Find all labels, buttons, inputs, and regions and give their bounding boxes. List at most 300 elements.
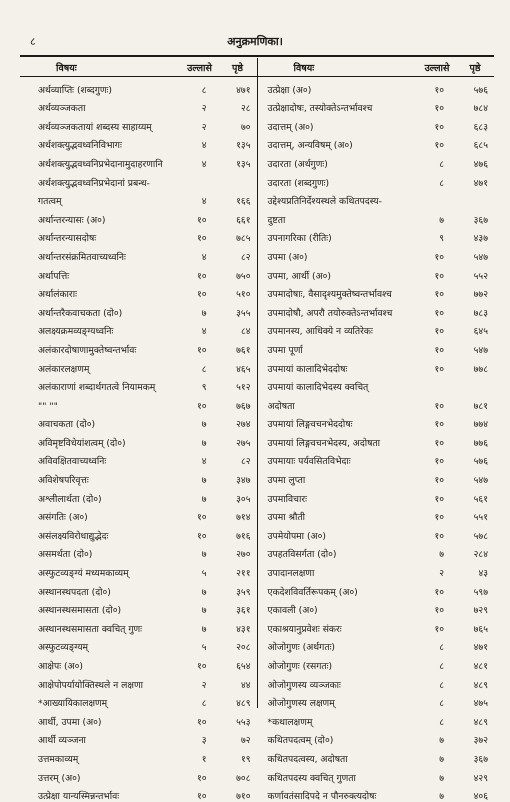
entry-ullasa: १०	[434, 493, 444, 505]
entry-subject: उत्तमकाव्यम्	[38, 753, 79, 765]
entry-subject: उदात्तम् (अ०)	[267, 121, 314, 133]
entry-subject: अर्थान्तरन्यासः (अ०)	[38, 214, 106, 226]
entry-subject: ओजोगुणः (रसगतः)	[267, 661, 333, 672]
index-entry	[20, 672, 257, 691]
entry-subject: उपनागरिका (रीतिः)	[267, 233, 332, 245]
entry-ullasa: २	[439, 568, 444, 580]
entry-subject: उपमा श्रौती	[267, 512, 306, 524]
entry-ullasa: ७	[201, 623, 207, 635]
entry-page: २७४	[236, 419, 251, 431]
entry-subject: कथितपदस्य क्वचित् गुणता	[267, 772, 356, 784]
index-entry	[258, 356, 495, 375]
left-column-header	[20, 58, 257, 77]
entry-ullasa: ९	[439, 233, 444, 245]
index-entry	[20, 375, 257, 394]
index-entry	[20, 598, 257, 617]
entry-subject: उपमादोषौ, अपरौ तयोरुक्तेऽन्तर्भावश्च	[267, 307, 393, 319]
entry-ullasa: ४	[201, 140, 207, 152]
entry-ullasa: १०	[196, 716, 207, 728]
index-entry	[20, 356, 257, 375]
index-entry	[20, 133, 257, 152]
entry-page: ४२९	[473, 772, 488, 784]
entry-subject: उदारता (अर्थगुणः)	[267, 158, 328, 170]
index-entry	[20, 263, 257, 282]
entry-subject: गतत्वम्	[38, 196, 62, 208]
entry-subject: अर्थशक्त्युद्भवध्वनिप्रभेदानां प्रबन्ध-	[38, 177, 150, 189]
entry-page: ४८९	[236, 698, 251, 710]
entry-page: १९	[240, 753, 251, 765]
entry-page: ३६७	[473, 214, 488, 226]
entry-ullasa: १	[201, 753, 207, 765]
entry-page: ५७६	[473, 84, 488, 96]
entry-ullasa: १०	[434, 344, 444, 356]
index-entry	[258, 709, 495, 728]
entry-ullasa: १०	[434, 121, 444, 133]
index-entry	[20, 319, 257, 338]
entry-page: ४७१	[236, 84, 251, 96]
entry-ullasa: १०	[196, 344, 207, 356]
entry-subject: अस्फुटव्यङ्ग्यम्	[38, 642, 89, 654]
entry-subject: उपादानलक्षणा	[267, 568, 315, 580]
entry-subject: उपमा (अ०)	[267, 251, 308, 263]
index-entry	[20, 542, 257, 561]
entry-ullasa: १०	[196, 400, 207, 412]
entry-page: ३६१	[236, 605, 251, 617]
entry-page: २७०	[236, 549, 251, 561]
entry-ullasa: ४	[201, 456, 207, 468]
entry-subject: अवाचकता (दो०)	[38, 419, 96, 431]
entry-subject: उपमाविचारः	[267, 493, 307, 505]
entry-ullasa: ८	[439, 177, 444, 189]
entry-page: ५१०	[236, 289, 251, 301]
entry-ullasa: १०	[196, 289, 207, 301]
entry-ullasa: ७	[439, 549, 444, 561]
index-entry	[20, 505, 257, 524]
entry-subject: असमर्थता (दो०)	[38, 549, 93, 561]
entry-subject: उपमा पूर्णा	[267, 344, 303, 356]
index-entry	[258, 598, 495, 617]
entry-subject: अविमृष्टविधेयांशत्वम् (दो०)	[38, 437, 126, 449]
entry-subject: अलक्ष्यक्रमव्यङ्ग्यध्वनिः	[38, 326, 114, 338]
entry-ullasa: ७	[201, 475, 207, 487]
entry-ullasa: ८	[439, 698, 444, 710]
entry-page: ४७१	[473, 642, 488, 654]
index-entry	[20, 412, 257, 431]
entry-ullasa: ५	[201, 568, 207, 580]
entry-page: ७६१	[236, 344, 251, 356]
index-entry	[20, 114, 257, 133]
index-entry	[20, 486, 257, 505]
entry-ullasa: २	[201, 121, 207, 133]
entry-ullasa: ८	[201, 698, 207, 710]
entry-ullasa: १०	[196, 791, 207, 802]
entry-subject: उद्देश्यप्रतिनिर्देश्यस्थले कथितपदस्य-	[267, 196, 382, 208]
entry-page: ६६१	[236, 214, 251, 226]
entry-ullasa: १०	[196, 772, 207, 784]
entry-ullasa: १०	[434, 363, 444, 375]
entry-ullasa: ३	[201, 735, 207, 747]
entry-ullasa: ७	[201, 307, 207, 319]
entry-ullasa: ८	[439, 661, 444, 672]
entry-page: ५४७	[473, 251, 488, 263]
index-entry	[258, 728, 495, 747]
entry-ullasa: १०	[434, 512, 444, 524]
entry-subject: आर्थी, उपमा (अ०)	[38, 716, 102, 728]
entry-page: ७७८	[473, 363, 488, 375]
entry-page: ५९७	[473, 586, 488, 598]
entry-page: ३४७	[236, 475, 251, 487]
entry-subject: ओजोगुणस्य व्यञ्जकाः	[267, 679, 341, 691]
entry-ullasa: २	[201, 103, 207, 115]
entry-page: ४८९	[473, 679, 488, 691]
entry-ullasa: ७	[201, 549, 207, 561]
entry-ullasa: २	[201, 679, 207, 691]
entry-ullasa: ७	[201, 605, 207, 617]
entry-subject: कथितपदत्वस्य, अदोषता	[267, 753, 348, 765]
entry-ullasa: १०	[196, 214, 207, 226]
entry-page: ३५५	[236, 307, 251, 319]
entry-page: २०८	[236, 642, 251, 654]
index-entry	[20, 653, 257, 672]
entry-subject: उपमा, आर्थी (अ०)	[267, 270, 331, 282]
entry-page: ८२	[240, 251, 251, 263]
index-entry	[258, 375, 495, 394]
index-entry	[258, 319, 495, 338]
entry-subject: अश्लीलार्थता (दो०)	[38, 493, 102, 505]
index-entry	[20, 300, 257, 319]
index-entry	[20, 244, 257, 263]
header-subject: विषयः	[56, 62, 77, 74]
entry-ullasa: १०	[196, 512, 207, 524]
entry-subject: एकाश्रयानुप्रवेशः संकरः	[267, 623, 342, 635]
entry-subject: *आख्यायिकालक्षणम्	[38, 698, 108, 710]
entry-subject: उपहतविसर्गता (दो०)	[267, 549, 337, 561]
entry-subject: आर्थी व्यञ्जना	[38, 735, 86, 747]
entry-page: १६६	[236, 196, 251, 208]
index-entry	[20, 560, 257, 579]
entry-subject: उपमायाः पर्यवसितविभेदाः	[267, 456, 351, 468]
entry-page: ४७५	[473, 698, 488, 710]
entry-ullasa: ७	[439, 791, 444, 802]
entry-subject: अर्थशक्त्युद्भवध्वनिविभागः	[38, 140, 122, 152]
entry-ullasa: ७	[439, 753, 444, 765]
entry-subject: अर्थान्तरैकवाचकता (दो०)	[38, 307, 123, 319]
entry-ullasa: १०	[434, 251, 444, 263]
index-entry	[258, 430, 495, 449]
index-entry	[258, 505, 495, 524]
entry-page: ५७६	[473, 456, 488, 468]
index-entry	[258, 560, 495, 579]
index-entry	[258, 467, 495, 486]
entry-ullasa: १०	[434, 456, 444, 468]
entry-subject: उपमायां कालादिभेददोषः	[267, 363, 348, 375]
header-page: पृष्ठे	[232, 62, 243, 74]
index-entry	[20, 337, 257, 356]
entry-page: ३५९	[236, 586, 251, 598]
index-entry	[258, 393, 495, 412]
entry-ullasa: १०	[196, 661, 207, 672]
entry-page: ४४	[240, 679, 251, 691]
entry-subject: अविशेषपरिवृत्तः	[38, 475, 89, 487]
entry-subject: ओजोगुणस्य लक्षणम्	[267, 698, 335, 710]
index-entry	[20, 96, 257, 115]
entry-subject: *कथालक्षणम्	[267, 716, 313, 728]
entry-subject: अर्थव्यञ्जकता	[38, 103, 86, 115]
entry-page: २७५	[236, 437, 251, 449]
entry-subject: कर्णावतंसादिपदे न पौनरुक्त्यदोषः	[267, 791, 377, 802]
entry-ullasa: ९	[201, 382, 207, 394]
entry-page: ६४५	[473, 326, 488, 338]
header-ullasa: उल्लासे	[187, 62, 212, 74]
index-entry	[258, 170, 495, 189]
entry-subject: असंगतिः (अ०)	[38, 512, 88, 524]
entry-page: ३७२	[473, 735, 488, 747]
entry-page: ७०८	[236, 772, 251, 784]
entry-ullasa: ७	[439, 772, 444, 784]
entry-subject: अर्थव्यञ्जकतायां शब्दस्य साहाय्यम्	[38, 121, 152, 133]
entry-page: ४७६	[473, 158, 488, 170]
entry-ullasa: ८	[201, 363, 207, 375]
right-column	[258, 58, 495, 802]
entry-ullasa: ८	[439, 642, 444, 654]
entry-subject: उत्प्रेक्षा (अ०)	[267, 84, 312, 96]
entry-subject: दुष्टता	[267, 214, 286, 226]
index-entry	[258, 207, 495, 226]
entry-subject: उदात्तम्, अन्यविषम् (अ०)	[267, 140, 353, 152]
index-entry	[258, 263, 495, 282]
entry-ullasa: १०	[434, 140, 444, 152]
entry-ullasa: ८	[439, 679, 444, 691]
index-entry	[20, 226, 257, 245]
entry-page: ८४	[240, 326, 251, 338]
entry-ullasa: १०	[196, 270, 207, 282]
entry-ullasa: ८	[201, 84, 207, 96]
entry-ullasa: ४	[201, 251, 207, 263]
entry-ullasa: ५	[201, 642, 207, 654]
index-entry	[20, 282, 257, 301]
entry-ullasa: १०	[434, 437, 444, 449]
entry-subject: अविवक्षितवाच्यध्वनिः	[38, 456, 107, 468]
entry-subject: अलंकारदोषाणामुक्तेष्वन्तर्भावः	[38, 344, 137, 356]
index-entry	[20, 728, 257, 747]
entry-subject: अर्थापत्तिः	[38, 270, 70, 282]
entry-page: ७७६	[473, 437, 488, 449]
entry-ullasa: ८	[439, 716, 444, 728]
entry-subject: एकावली (अ०)	[267, 605, 318, 617]
entry-ullasa: १०	[434, 623, 444, 635]
entry-ullasa: १०	[434, 586, 444, 598]
entry-page: ४८९	[473, 716, 488, 728]
index-entry	[20, 207, 257, 226]
entry-ullasa: १०	[434, 103, 444, 115]
entry-ullasa: १०	[434, 326, 444, 338]
entry-ullasa: १०	[434, 400, 444, 412]
index-columns	[20, 58, 494, 802]
entry-page: ६८५	[473, 140, 488, 152]
index-entry	[20, 189, 257, 208]
entry-subject: अर्थशक्त्युद्भवध्वनिप्रभेदानामुदाहरणानि	[38, 158, 163, 170]
entry-page: ७८४	[473, 103, 488, 115]
index-entry	[258, 282, 495, 301]
entry-page: ३६७	[473, 753, 488, 765]
entry-subject: उपमा लुप्ता	[267, 475, 306, 487]
entry-subject: उपमायां कालादिभेदस्य क्वचित्	[267, 382, 369, 394]
entry-page: ७५०	[236, 270, 251, 282]
index-entry	[258, 542, 495, 561]
entry-page: ७१०	[236, 791, 251, 802]
entry-subject: अर्थव्याप्तिः (शब्दगुणः)	[38, 84, 112, 96]
entry-ullasa: १०	[434, 605, 444, 617]
entry-page: ७६५	[473, 623, 488, 635]
top-rule	[20, 55, 494, 57]
index-entry	[258, 616, 495, 635]
entry-page: ७७२	[473, 289, 488, 301]
entry-ullasa: ७	[439, 214, 444, 226]
index-entry	[20, 784, 257, 802]
left-column	[20, 58, 258, 802]
entry-ullasa: १०	[434, 307, 444, 319]
entry-page: ५५१	[473, 512, 488, 524]
index-entry	[20, 449, 257, 468]
entry-page: २११	[236, 568, 251, 580]
page-number: ८	[30, 35, 36, 48]
index-entry	[258, 653, 495, 672]
entry-ullasa: १०	[434, 475, 444, 487]
entry-ullasa: १०	[434, 419, 444, 431]
entry-subject: उपमेयोपमा (अ०)	[267, 530, 326, 542]
entry-page: ७२९	[473, 605, 488, 617]
entry-ullasa: १०	[196, 530, 207, 542]
entry-ullasa: ४	[201, 196, 207, 208]
entry-subject: उपमायां लिङ्गवचनभेददोषः	[267, 419, 353, 431]
entry-ullasa: १०	[434, 84, 444, 96]
entry-page: ७१६	[236, 530, 251, 542]
entry-ullasa: ७	[201, 493, 207, 505]
entry-page: ४८१	[473, 661, 488, 672]
index-entry	[258, 114, 495, 133]
entry-ullasa: १०	[434, 530, 444, 542]
entry-page: २८४	[473, 549, 488, 561]
entry-page: ५७८	[473, 530, 488, 542]
entry-page: ७८५	[236, 233, 251, 245]
entry-page: ४७१	[473, 177, 488, 189]
entry-subject: कथितपदत्वम् (दो०)	[267, 735, 334, 747]
index-entry	[258, 635, 495, 654]
entry-page: ७०	[240, 121, 251, 133]
entry-page: १३५	[236, 158, 251, 170]
entry-page: ५४७	[473, 475, 488, 487]
index-entry	[258, 691, 495, 710]
index-entry	[258, 244, 495, 263]
entry-subject: उत्तरम् (अ०)	[38, 772, 81, 784]
index-entry	[20, 709, 257, 728]
index-entry	[258, 96, 495, 115]
index-entry	[20, 170, 257, 189]
entry-page: ४३७	[473, 233, 488, 245]
index-entry	[258, 449, 495, 468]
entry-ullasa: ७	[201, 586, 207, 598]
entry-subject: उपमायां लिङ्गवचनभेदस्य, अदोषता	[267, 437, 381, 449]
entry-page: ७६७	[236, 400, 251, 412]
entry-ullasa: ४	[201, 326, 207, 338]
index-entry	[20, 151, 257, 170]
entry-ullasa: ७	[201, 419, 207, 431]
entry-page: ५४७	[473, 344, 488, 356]
entry-subject: अलंकारलक्षणम्	[38, 363, 90, 375]
entry-ullasa: ४	[201, 158, 207, 170]
entry-page: ७१४	[236, 512, 251, 524]
entry-ullasa: १०	[434, 270, 444, 282]
entry-subject: अलंकाराणां शब्दार्थगतत्वे नियामकम्	[38, 382, 156, 394]
entry-subject: अर्थान्तरन्यासदोषः	[38, 233, 97, 245]
index-entry	[258, 486, 495, 505]
index-entry	[20, 579, 257, 598]
entry-page: ४३१	[236, 623, 251, 635]
index-entry	[20, 77, 257, 96]
entry-page: ५५३	[236, 716, 251, 728]
entry-page: ७८१	[473, 400, 488, 412]
entry-page: ५१२	[236, 382, 251, 394]
index-entry	[20, 635, 257, 654]
index-entry	[258, 151, 495, 170]
entry-ullasa: ७	[439, 735, 444, 747]
right-column-header	[258, 58, 495, 77]
entry-subject: उत्प्रेक्षा यान्यस्मिन्नन्तर्भावः	[38, 791, 120, 802]
entry-subject: एकदेशविवर्तिरूपकम् (अ०)	[267, 586, 358, 598]
entry-page: १३५	[236, 140, 251, 152]
entry-ullasa: १०	[434, 289, 444, 301]
index-entry	[258, 226, 495, 245]
right-entries	[258, 77, 495, 802]
entry-subject: अर्थान्तरसंक्रमितवाच्यध्वनिः	[38, 251, 126, 263]
entry-subject: उत्प्रेक्षादोषः, तस्योक्तेऽन्तर्भावश्च	[267, 103, 373, 115]
entry-subject: अस्थानस्थपदता (दो०)	[38, 586, 111, 598]
entry-page: ४६५	[236, 363, 251, 375]
index-entry	[258, 765, 495, 784]
entry-subject: अस्फुटव्यङ्ग्यं मध्यमकाव्यम्	[38, 568, 129, 580]
entry-page: ७७४	[473, 419, 488, 431]
index-entry	[258, 746, 495, 765]
index-entry	[20, 616, 257, 635]
entry-page: २८	[240, 103, 251, 115]
entry-subject: "" ""	[38, 400, 58, 412]
index-entry	[258, 412, 495, 431]
entry-ullasa: ८	[439, 158, 444, 170]
entry-page: ६८३	[473, 121, 488, 133]
entry-subject: अस्थानस्थसमासता क्वचित् गुणः	[38, 623, 143, 635]
entry-page: ६५४	[236, 661, 251, 672]
index-entry	[20, 523, 257, 542]
index-entry	[20, 765, 257, 784]
header-ullasa: उल्लासे	[424, 62, 450, 74]
entry-subject: आक्षेपोपर्यायोक्तिस्थले न लक्षणा	[38, 679, 144, 691]
index-entry	[258, 579, 495, 598]
entry-page: ७२	[240, 735, 251, 747]
index-entry	[258, 189, 495, 208]
index-entry	[20, 691, 257, 710]
header-subject: विषयः	[293, 62, 315, 74]
entry-page: ५५२	[473, 270, 488, 282]
entry-page: ४३	[478, 568, 488, 580]
entry-subject: उपमानस्य, आधिक्ये न व्यतिरेकः	[267, 326, 373, 338]
entry-subject: उपमादोषाः, वैसादृश्यमुक्तेष्वन्तर्भावश्च	[267, 289, 392, 301]
entry-page: ५६१	[473, 493, 488, 505]
index-entry	[258, 300, 495, 319]
entry-subject: उदारता (शब्दगुणः)	[267, 177, 330, 189]
entry-subject: आक्षेपः (अ०)	[38, 661, 83, 672]
entry-subject: असंलक्ष्यविरोधाद्युद्भेदः	[38, 530, 109, 542]
entry-ullasa: १०	[196, 233, 207, 245]
